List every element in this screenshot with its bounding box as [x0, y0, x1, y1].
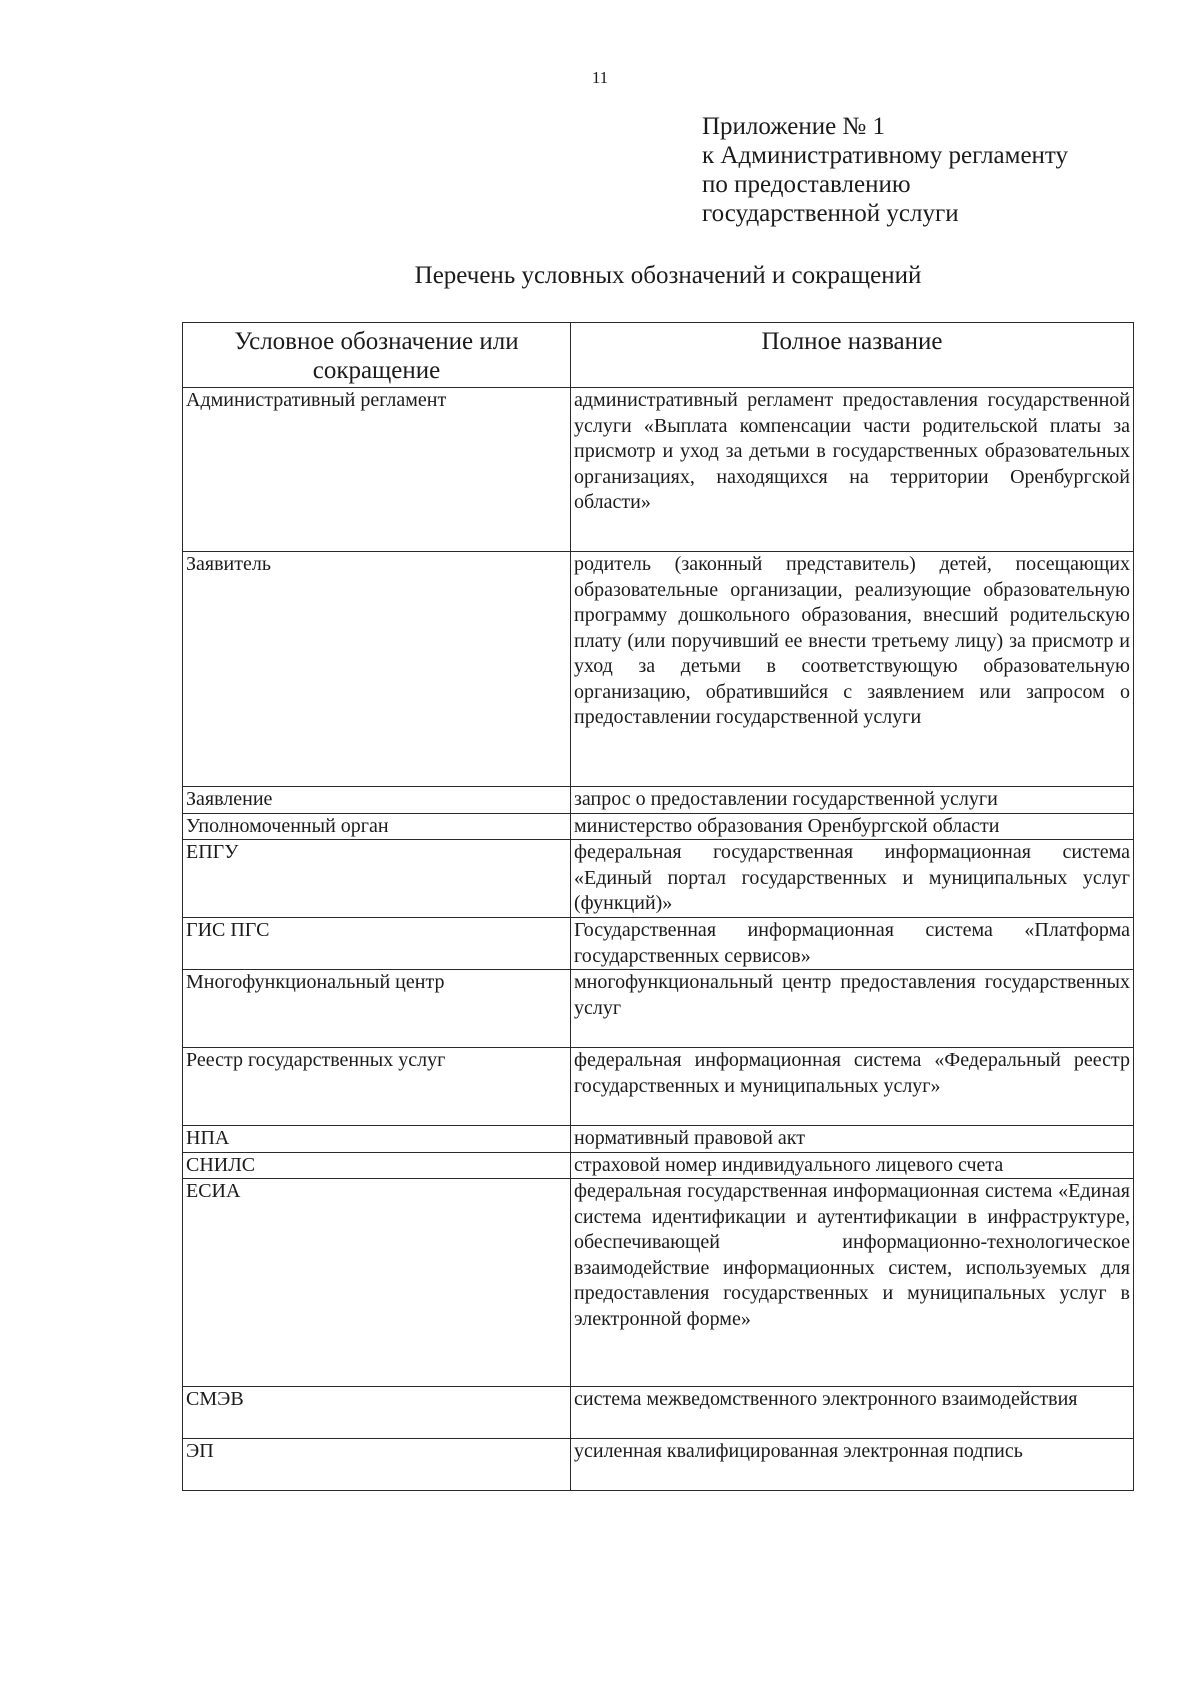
- appendix-line: по предоставлению: [702, 171, 911, 198]
- table-row: [183, 1179, 1134, 1387]
- term-cell: Уполномоченный орган: [183, 813, 571, 840]
- term-cell: ГИС ПГС: [183, 918, 571, 970]
- table-row: [183, 1152, 1134, 1179]
- page-number: 11: [591, 68, 609, 87]
- definition-cell: федеральная государственная информационная система «Единый портал государственных и муниципальных услуг (функций)»: [571, 840, 1134, 918]
- table-row: [183, 388, 1134, 552]
- term-cell: СМЭВ: [183, 1387, 571, 1439]
- definition-cell: Государственная информационная система «Платформа государственных сервисов»: [571, 918, 1134, 970]
- table-row: [183, 840, 1134, 918]
- appendix-line: государственной услуги: [702, 200, 959, 227]
- table-row: [183, 1048, 1134, 1126]
- abbreviations-table: [182, 322, 1134, 1491]
- table-row: [183, 1387, 1134, 1439]
- term-cell: Заявитель: [183, 552, 571, 787]
- table-header-row: [183, 323, 1134, 388]
- table-row: [183, 552, 1134, 787]
- term-cell: НПА: [183, 1126, 571, 1153]
- table-row: [183, 787, 1134, 814]
- term-cell: Реестр государственных услуг: [183, 1048, 571, 1126]
- term-cell: ЕПГУ: [183, 840, 571, 918]
- header-term: Условное обозначение или сокращение: [183, 323, 571, 388]
- table-row: [183, 918, 1134, 970]
- definition-cell: нормативный правовой акт: [571, 1126, 1134, 1153]
- definition-cell: федеральная государственная информационная система «Единая система идентификации и аутентификации в инфраструктуре, обеспечивающей информационно-технологическое взаимодействие информационных систем, используемых для предоставления государственных и муниципальных услуг в электронной форме»: [571, 1179, 1134, 1387]
- definition-cell: административный регламент предоставления государственной услуги «Выплата компенсации части родительской платы за присмотр и уход за детьми в государственных образовательных организациях, находящихся на территории Оренбургской области»: [571, 388, 1134, 552]
- definition-cell: страховой номер индивидуального лицевого счета: [571, 1152, 1134, 1179]
- term-cell: ЕСИА: [183, 1179, 571, 1387]
- definition-cell: усиленная квалифицированная электронная подпись: [571, 1439, 1134, 1491]
- definition-cell: запрос о предоставлении государственной услуги: [571, 787, 1134, 814]
- term-cell: Административный регламент: [183, 388, 571, 552]
- term-cell: Многофункциональный центр: [183, 970, 571, 1048]
- appendix-line: Приложение № 1: [702, 113, 886, 140]
- document-title: Перечень условных обозначений и сокращений: [414, 262, 922, 289]
- term-cell: ЭП: [183, 1439, 571, 1491]
- term-cell: Заявление: [183, 787, 571, 814]
- definition-cell: система межведомственного электронного взаимодействия: [571, 1387, 1134, 1439]
- term-cell: СНИЛС: [183, 1152, 571, 1179]
- definition-cell: федеральная информационная система «Федеральный реестр государственных и муниципальных услуг»: [571, 1048, 1134, 1126]
- table-row: [183, 970, 1134, 1048]
- table-row: [183, 813, 1134, 840]
- appendix-header: [702, 112, 1068, 228]
- definition-cell: министерство образования Оренбургской области: [571, 813, 1134, 840]
- definition-cell: многофункциональный центр предоставления государственных услуг: [571, 970, 1134, 1048]
- table-row: [183, 1126, 1134, 1153]
- definition-cell: родитель (законный представитель) детей, посещающих образовательные организации, реализующие образовательную программу дошкольного образования, внесший родительскую плату (или поручивший ее внести третьему лицу) за присмотр и уход за детьми в соответствующую образовательную организацию, обратившийся с заявлением или запросом о предоставлении государственной услуги: [571, 552, 1134, 787]
- appendix-line: к Административному регламенту: [702, 142, 1069, 169]
- table-row: [183, 1439, 1134, 1491]
- header-full-name: Полное название: [571, 323, 1134, 388]
